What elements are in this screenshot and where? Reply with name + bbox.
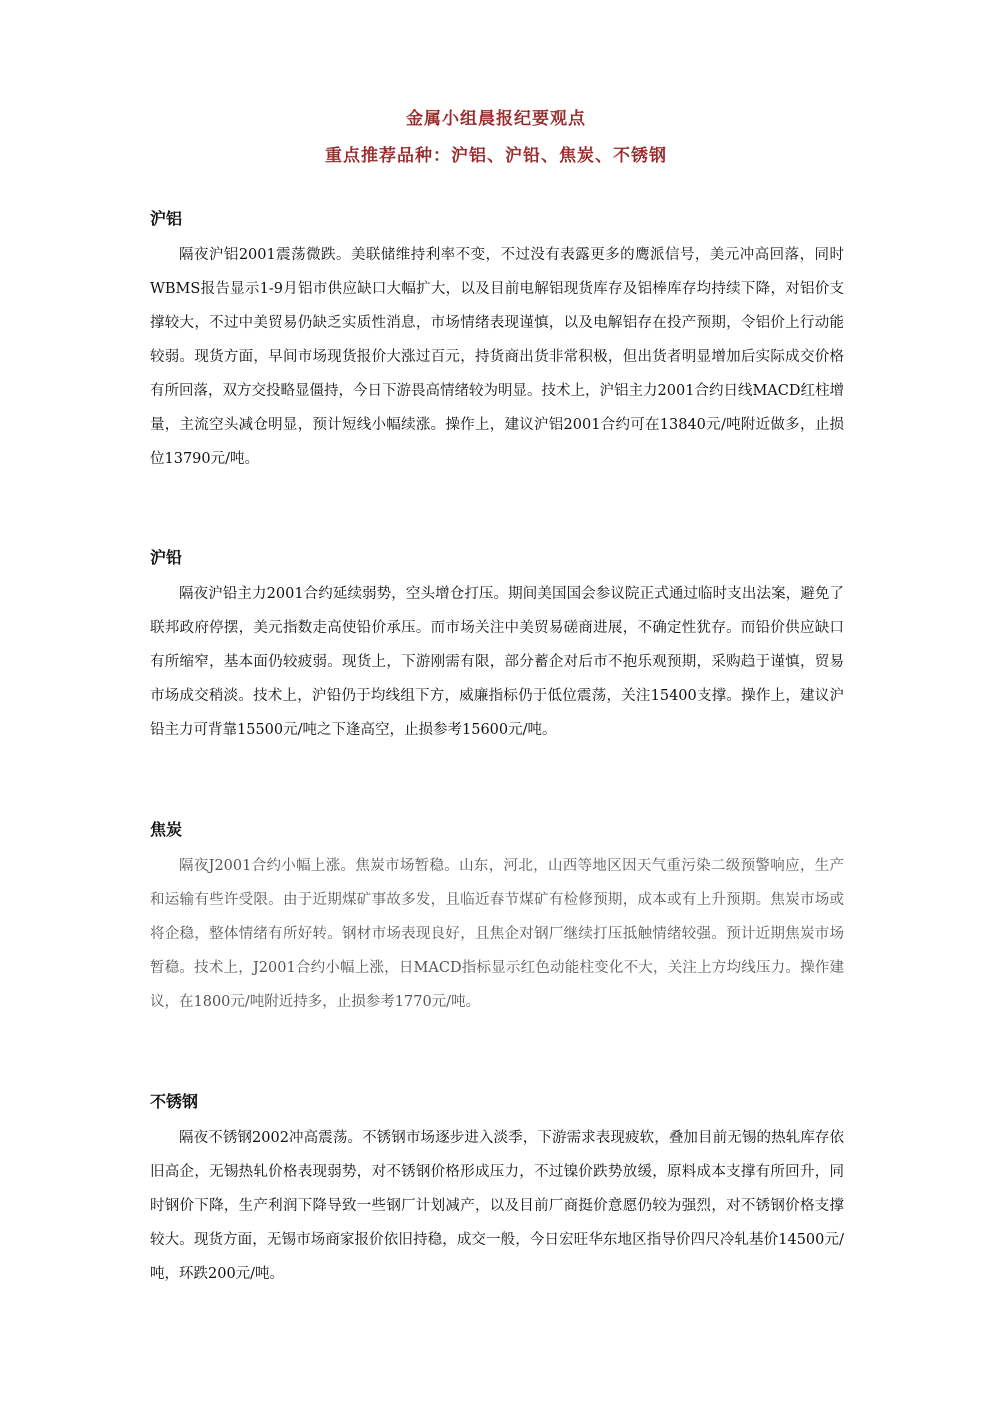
- section-body: 隔夜不锈钢2002冲高震荡。不锈钢市场逐步进入淡季，下游需求表现疲软，叠加目前无锡的热轧库存依旧高企，无锡热轧价格表现弱势，对不锈钢价格形成压力，不过镍价跌势放缓，原料成本支撑有所回升，同时钢价下降，生产利润下降导致一些钢厂计划减产，以及目前厂商挺价意愿仍较为强烈，对不锈钢价格支撑较大。现货方面，无锡市场商家报价依旧持稳，成交一般，今日宏旺华东地区指导价四尺冷轧基价14500元/吨，环跌200元/吨。: [150, 1130, 844, 1282]
- section-aluminum: [150, 206, 844, 476]
- section-heading: 焦炭: [150, 820, 183, 839]
- section-body: 隔夜沪铅主力2001合约延续弱势，空头增仓打压。期间美国国会参议院正式通过临时支出法案，避免了联邦政府停摆，美元指数走高使铅价承压。而市场关注中美贸易磋商进展，不确定性犹存。而铅价供应缺口有所缩窄，基本面仍较疲弱。现货上，下游刚需有限，部分蓄企对后市不抱乐观预期，采购趋于谨慎，贸易市场成交稍淡。技术上，沪铅仍于均线组下方，威廉指标仍于低位震荡，关注15400支撑。操作上，建议沪铅主力可背靠15500元/吨之下逢高空，止损参考15600元/吨。: [150, 586, 844, 738]
- document-subtitle: 重点推荐品种：沪铝、沪铅、焦炭、不锈钢: [325, 146, 667, 166]
- section-stainless-steel: [150, 1089, 844, 1291]
- document-title: 金属小组晨报纪要观点: [406, 109, 586, 129]
- section-heading: 不锈钢: [150, 1092, 199, 1111]
- section-coke: [150, 817, 844, 1019]
- section-body: 隔夜J2001合约小幅上涨。焦炭市场暂稳。山东，河北，山西等地区因天气重污染二级预警响应，生产和运输有些许受限。由于近期煤矿事故多发，且临近春节煤矿有检修预期，成本或有上升预期。焦炭市场或将企稳，整体情绪有所好转。钢材市场表现良好，且焦企对钢厂继续打压抵触情绪较强。预计近期焦炭市场暂稳。技术上，J2001合约小幅上涨，日MACD指标显示红色动能柱变化不大，关注上方均线压力。操作建议，在1800元/吨附近持多，止损参考1770元/吨。: [150, 858, 844, 1010]
- section-heading: 沪铅: [150, 548, 183, 567]
- section-body: 隔夜沪铝2001震荡微跌。美联储维持利率不变，不过没有表露更多的鹰派信号，美元冲高回落，同时WBMS报告显示1-9月铝市供应缺口大幅扩大，以及目前电解铝现货库存及铝棒库存均持续下降，对铝价支撑较大，不过中美贸易仍缺乏实质性消息，市场情绪表现谨慎，以及电解铝存在投产预期，令铝价上行动能较弱。现货方面，早间市场现货报价大涨过百元，持货商出货非常积极，但出货者明显增加后实际成交价格有所回落，双方交投略显僵持，今日下游畏高情绪较为明显。技术上，沪铝主力2001合约日线MACD红柱增量，主流空头减仓明显，预计短线小幅续涨。操作上，建议沪铝2001合约可在13840元/吨附近做多，止损位13790元/吨。: [150, 247, 844, 467]
- section-heading: 沪铝: [150, 209, 183, 228]
- section-lead: [150, 545, 844, 747]
